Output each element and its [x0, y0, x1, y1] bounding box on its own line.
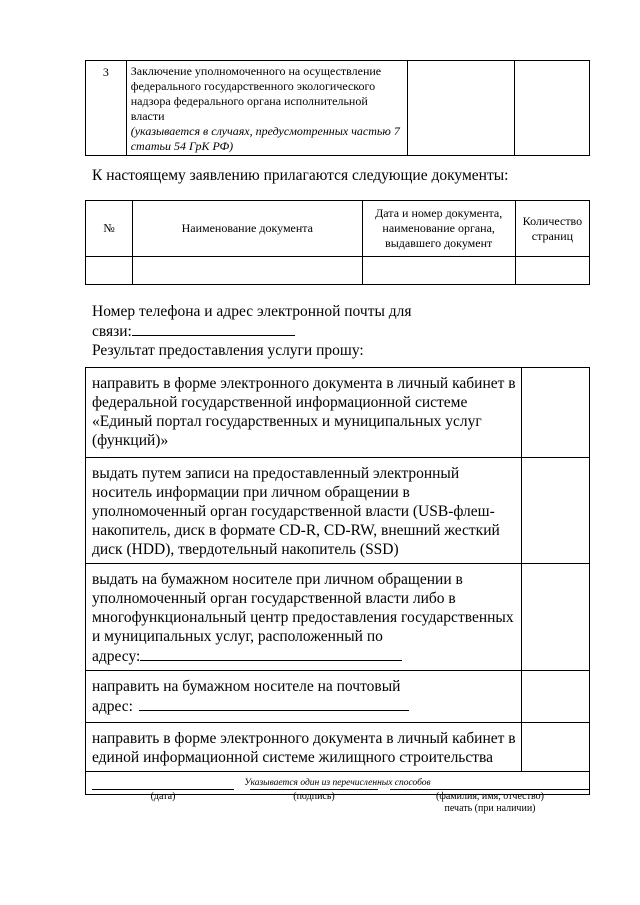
option-row: [86, 723, 590, 772]
options-note: Указывается один из перечисленных способов: [86, 772, 590, 795]
table-row: [86, 257, 590, 285]
option-text: выдать путем записи на предоставленный электронный носитель информации при личном обращении в уполномоченный орган государственной власти (USB-флеш-накопитель, диск в формате CD-R, CD-RW, внешний жесткий диск (HDD), твердотельный накопитель (SSD): [86, 458, 522, 564]
col-date-header: Дата и номер документа, наименование органа, выдавшего документ: [362, 201, 515, 257]
option-checkbox[interactable]: [522, 368, 590, 458]
row-number: 3: [86, 61, 127, 156]
address-label: адресу:: [92, 648, 141, 665]
option-text: выдать на бумажном носителе при личном обращении в уполномоченный орган государственной власти либо в многофункциональный центр предоставления государственных и муниципальных услуг, расположенный по: [92, 571, 514, 645]
conclusion-table: [85, 60, 590, 156]
stamp-label: печать (при наличии): [444, 803, 536, 814]
option-row: [86, 368, 590, 458]
empty-cell[interactable]: [86, 257, 133, 285]
option-text-cell: [86, 564, 522, 671]
empty-cell: [408, 61, 514, 156]
table-header-row: [86, 201, 590, 257]
signature-label: (подпись): [293, 791, 335, 802]
phone-label-line2-wrap: [92, 321, 412, 341]
phone-label-line1: Номер телефона и адрес электронной почты для: [92, 303, 412, 320]
documents-table: [85, 200, 590, 285]
name-line[interactable]: [390, 789, 590, 790]
phone-label-line2: связи:: [92, 323, 132, 340]
option-text: направить в форме электронного документа в личный кабинет в единой информационной системе жилищного строительства: [86, 723, 522, 772]
option-checkbox[interactable]: [522, 564, 590, 671]
option-checkbox[interactable]: [522, 458, 590, 564]
empty-cell: [514, 61, 589, 156]
attachments-intro: К настоящему заявлению прилагаются следующие документы:: [92, 167, 509, 184]
delivery-options-table: [85, 367, 590, 795]
address-field[interactable]: [139, 696, 409, 711]
phone-field[interactable]: [132, 321, 295, 336]
table-row: [86, 61, 590, 156]
row-note: (указывается в случаях, предусмотренных частью 7 статьи 54 ГрК РФ): [130, 124, 400, 153]
contact-block: [92, 302, 412, 360]
option-checkbox[interactable]: [522, 723, 590, 772]
col-num-header: №: [86, 201, 133, 257]
option-row: [86, 458, 590, 564]
option-checkbox[interactable]: [522, 671, 590, 723]
address-field[interactable]: [140, 646, 402, 661]
date-line[interactable]: [92, 789, 234, 790]
empty-cell[interactable]: [133, 257, 362, 285]
row-text-cell: [126, 61, 408, 156]
col-name-header: Наименование документа: [133, 201, 362, 257]
option-row: [86, 564, 590, 671]
row-text: Заключение уполномоченного на осуществление федерального государственного экологического надзора федерального органа исполнительной власти: [130, 64, 382, 123]
signature-line[interactable]: [250, 789, 378, 790]
col-pages-header: Количество страниц: [515, 201, 589, 257]
option-text-cell: [86, 671, 522, 723]
empty-cell[interactable]: [362, 257, 515, 285]
empty-cell[interactable]: [515, 257, 589, 285]
option-text: направить на бумажном носителе на почтовый: [92, 678, 401, 695]
address-label: адрес:: [92, 698, 133, 715]
result-label: Результат предоставления услуги прошу:: [92, 342, 364, 359]
date-label: (дата): [150, 791, 176, 802]
option-text: направить в форме электронного документа в личный кабинет в федеральной государственной информационной системе «Единый портал государственных и муниципальных услуг (функций)»: [86, 368, 522, 458]
option-row: [86, 671, 590, 723]
name-label: (фамилия, имя, отчество): [436, 791, 544, 802]
